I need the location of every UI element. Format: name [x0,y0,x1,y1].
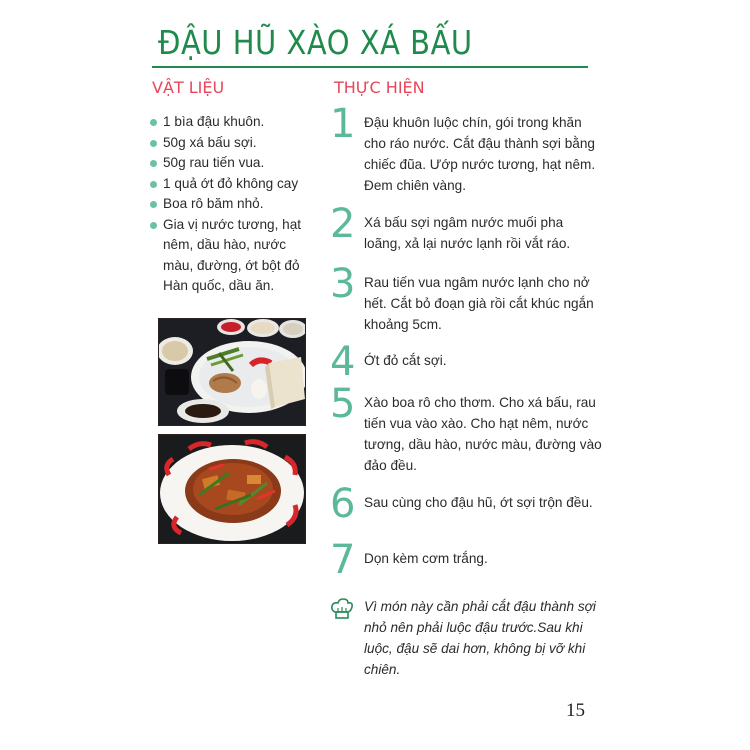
title-underline [152,66,588,68]
step-number: 1 [330,101,356,147]
recipe-title: ĐẬU HŨ XÀO XÁ BẤU [158,24,473,63]
ingredient-item: Gia vị nước tương, hạt nêm, dầu hào, nước màu, đường, ớt bột đỏ Hàn quốc, dầu ăn. [150,215,320,297]
step-number: 4 [330,339,356,385]
step-text: Dọn kèm cơm trắng. [364,551,488,566]
finished-dish-photo [158,434,306,544]
step-text: Ớt đỏ cắt sợi. [364,353,447,368]
bullet-icon [150,160,157,167]
step-text: Rau tiến vua ngâm nước lạnh cho nở hết. Cắt bỏ đoạn già rồi cắt khúc ngắn khoảng 5cm. [364,275,594,332]
bullet-icon [150,222,157,229]
step-text: Xào boa rô cho thơm. Cho xá bấu, rau tiến vua vào xào. Cho hạt nêm, nước tương, dầu hào, nước màu, đường vào đảo đều. [364,395,602,473]
bullet-icon [150,201,157,208]
ingredient-item: 1 quả ớt đỏ không cay [150,174,320,195]
chef-hat-icon [330,598,354,620]
step-number: 6 [330,481,356,527]
ingredients-list [150,112,320,297]
page-number: 15 [566,700,585,721]
step-text: Đậu khuôn luộc chín, gói trong khăn cho ráo nước. Cắt đậu thành sợi bằng chiếc đũa. Ướp nước tương, hạt nêm. Đem chiên vàng. [364,115,596,193]
ingredient-item: 50g xá bấu sợi. [150,133,320,154]
ingredient-item: 50g rau tiến vua. [150,153,320,174]
step-text: Sau cùng cho đậu hũ, ớt sợi trộn đều. [364,495,593,510]
bullet-icon [150,140,157,147]
method-heading: THỰC HIỆN [334,78,425,97]
ingredients-photo-illustration [159,319,305,425]
bullet-icon [150,119,157,126]
bullet-icon [150,181,157,188]
step-number: 2 [330,201,356,247]
step-number: 3 [330,261,356,307]
step-number: 5 [330,381,356,427]
ingredient-item: 1 bìa đậu khuôn. [150,112,320,133]
ingredients-photo [158,318,306,426]
finished-dish-photo-illustration [159,435,305,543]
step-text: Xá bấu sợi ngâm nước muối pha loãng, xả lại nước lạnh rồi vắt ráo. [364,215,571,251]
tip-text: Vì món này cần phải cắt đậu thành sợi nhỏ nên phải luộc đậu trước.Sau khi luộc, đậu sẽ dai hơn, không bị vỡ khi chiên. [364,599,596,677]
step-number: 7 [330,537,356,583]
ingredient-item: Boa rô băm nhỏ. [150,194,320,215]
ingredients-heading: VẬT LIỆU [152,78,225,97]
